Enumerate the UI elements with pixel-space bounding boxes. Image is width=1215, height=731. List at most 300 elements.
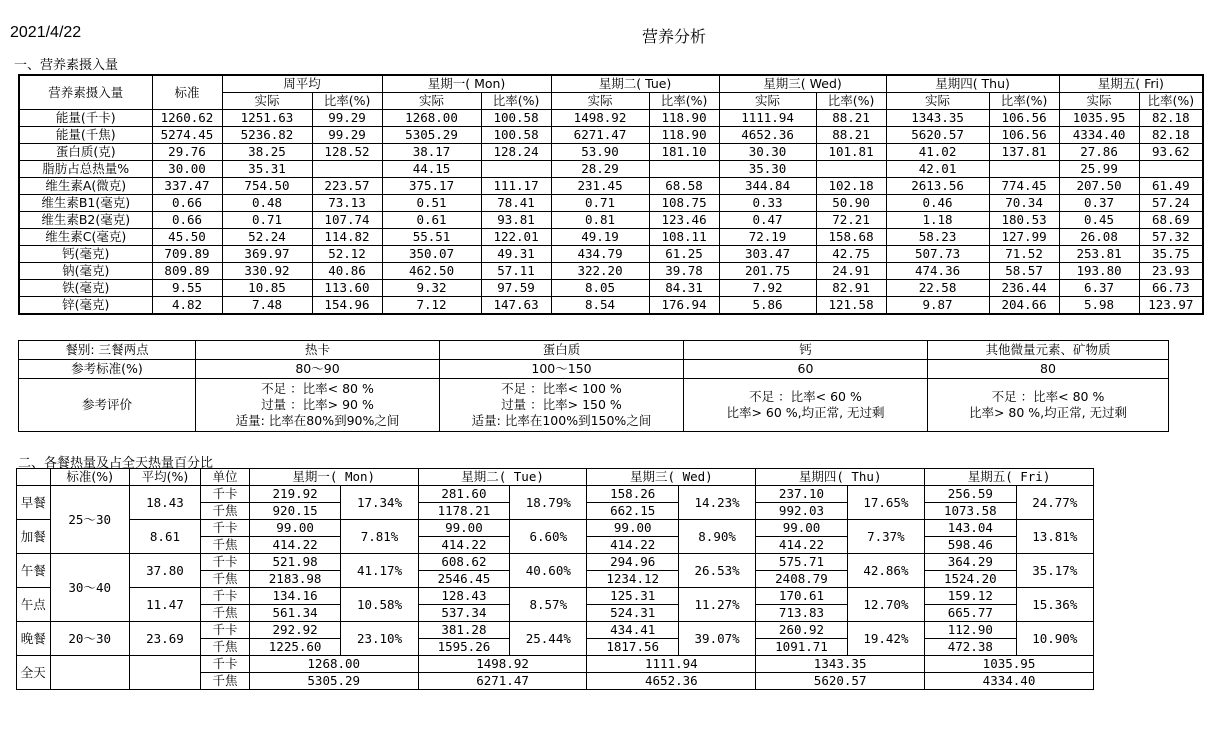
subheader-actual: 实际 (222, 93, 312, 110)
table-cell: 4.82 (152, 297, 222, 315)
table-cell: 127.99 (989, 229, 1059, 246)
kj-value: 713.83 (756, 605, 848, 622)
reference-evaluation (440, 379, 684, 432)
table-row (17, 588, 1094, 605)
table-cell: 维生素B2(毫克) (19, 212, 152, 229)
table-cell: 223.57 (312, 178, 382, 195)
kcal-value: 158.26 (587, 486, 679, 503)
percent-value: 6.60% (510, 520, 587, 554)
percent-value: 12.70% (847, 588, 924, 622)
table-row (19, 161, 1203, 178)
percent-value: 40.60% (510, 554, 587, 588)
kcal-value: 608.62 (418, 554, 510, 571)
table-cell: 1268.00 (382, 110, 481, 127)
table-cell: 123.97 (1139, 297, 1203, 315)
meal-name: 午餐 (17, 554, 51, 588)
table-cell: 能量(千卡) (19, 110, 152, 127)
table-cell: 113.60 (312, 280, 382, 297)
table-cell: 1260.62 (152, 110, 222, 127)
table-row (19, 379, 1169, 432)
percent-value: 8.57% (510, 588, 587, 622)
table-cell: 118.90 (649, 110, 719, 127)
table-cell: 101.81 (816, 144, 886, 161)
table-cell (649, 161, 719, 178)
table-cell: 123.46 (649, 212, 719, 229)
table-cell: 7.92 (719, 280, 816, 297)
table-cell: 35.31 (222, 161, 312, 178)
table-cell: 108.11 (649, 229, 719, 246)
unit-cell: 千卡 (201, 486, 250, 503)
kcal-value: 99.00 (418, 520, 510, 537)
table-cell: 236.44 (989, 280, 1059, 297)
kj-value: 472.38 (925, 639, 1017, 656)
table-cell: 337.47 (152, 178, 222, 195)
reference-header: 其他微量元素、矿物质 (928, 341, 1169, 360)
percent-value: 17.34% (341, 486, 418, 520)
kj-value: 561.34 (249, 605, 341, 622)
table-cell: 128.24 (481, 144, 551, 161)
unit-cell: 千焦 (201, 605, 250, 622)
reference-standard: 80 (928, 360, 1169, 379)
table-cell: 38.17 (382, 144, 481, 161)
table-cell: 709.89 (152, 246, 222, 263)
subheader-ratio: 比率(%) (989, 93, 1059, 110)
table-cell: 303.47 (719, 246, 816, 263)
table-row (19, 263, 1203, 280)
kj-value: 1225.60 (249, 639, 341, 656)
table-cell: 58.23 (886, 229, 989, 246)
table-cell: 108.75 (649, 195, 719, 212)
table-row (17, 520, 1094, 537)
total-name: 全天 (17, 656, 51, 690)
meal-standard: 25～30 (50, 486, 129, 554)
table-cell: 39.78 (649, 263, 719, 280)
table-cell: 40.86 (312, 263, 382, 280)
table-cell: 176.94 (649, 297, 719, 315)
table-cell: 462.50 (382, 263, 481, 280)
table-cell: 61.25 (649, 246, 719, 263)
table-cell: 5236.82 (222, 127, 312, 144)
kcal-value: 434.41 (587, 622, 679, 639)
table-row (17, 622, 1094, 639)
kcal-value: 134.16 (249, 588, 341, 605)
subheader-actual: 实际 (1059, 93, 1139, 110)
meal-standard: 20～30 (50, 622, 129, 656)
table-cell: 8.05 (551, 280, 649, 297)
table-cell: 0.81 (551, 212, 649, 229)
table-cell: 7.12 (382, 297, 481, 315)
table-cell: 68.69 (1139, 212, 1203, 229)
kj-value: 537.34 (418, 605, 510, 622)
table-cell: 72.21 (816, 212, 886, 229)
subheader-ratio: 比率(%) (312, 93, 382, 110)
table-cell: 1.18 (886, 212, 989, 229)
table-cell: 0.71 (551, 195, 649, 212)
kj-value: 1524.20 (925, 571, 1017, 588)
kj-value: 598.46 (925, 537, 1017, 554)
subheader-ratio: 比率(%) (1139, 93, 1203, 110)
kcal-value: 281.60 (418, 486, 510, 503)
table-cell: 434.79 (551, 246, 649, 263)
kcal-value: 143.04 (925, 520, 1017, 537)
table-row (19, 75, 1203, 93)
table-cell: 7.48 (222, 297, 312, 315)
table-cell: 29.76 (152, 144, 222, 161)
table-cell: 41.02 (886, 144, 989, 161)
header-cell: 平均(%) (129, 469, 200, 486)
reference-standard: 100～150 (440, 360, 684, 379)
meal-name: 午点 (17, 588, 51, 622)
total-kcal: 1268.00 (249, 656, 418, 673)
kcal-value: 256.59 (925, 486, 1017, 503)
percent-value: 14.23% (678, 486, 755, 520)
table-row (19, 178, 1203, 195)
report-title: 营养分析 (642, 27, 707, 46)
percent-value: 17.65% (847, 486, 924, 520)
kcal-value: 575.71 (756, 554, 848, 571)
kcal-value: 112.90 (925, 622, 1017, 639)
table-cell (1139, 161, 1203, 178)
table-cell: 137.81 (989, 144, 1059, 161)
subheader-ratio: 比率(%) (816, 93, 886, 110)
table-cell: 207.50 (1059, 178, 1139, 195)
table-cell: 128.52 (312, 144, 382, 161)
percent-value: 35.17% (1016, 554, 1093, 588)
meal-name: 加餐 (17, 520, 51, 554)
table-cell: 维生素C(毫克) (19, 229, 152, 246)
table-cell: 181.10 (649, 144, 719, 161)
table-cell: 0.33 (719, 195, 816, 212)
table-cell (312, 161, 382, 178)
total-kj: 5305.29 (249, 673, 418, 690)
kj-value: 1073.58 (925, 503, 1017, 520)
kcal-value: 99.00 (756, 520, 848, 537)
total-kcal: 1343.35 (756, 656, 925, 673)
table-cell: 99.29 (312, 127, 382, 144)
table-cell: 0.66 (152, 212, 222, 229)
table-cell: 蛋白质(克) (19, 144, 152, 161)
table-cell: 0.51 (382, 195, 481, 212)
table-row (17, 656, 1094, 673)
table-cell: 507.73 (886, 246, 989, 263)
table-cell: 375.17 (382, 178, 481, 195)
table-cell: 6.37 (1059, 280, 1139, 297)
table-cell: 0.71 (222, 212, 312, 229)
corner-cell (17, 469, 51, 486)
unit-cell: 千卡 (201, 588, 250, 605)
percent-value: 13.81% (1016, 520, 1093, 554)
meal-energy-table (16, 468, 1094, 690)
table-cell: 5.98 (1059, 297, 1139, 315)
table-cell: 107.74 (312, 212, 382, 229)
kj-value: 2546.45 (418, 571, 510, 588)
table-row (19, 341, 1169, 360)
table-cell: 0.45 (1059, 212, 1139, 229)
table-cell: 84.31 (649, 280, 719, 297)
table-cell: 锌(毫克) (19, 297, 152, 315)
table-cell: 45.50 (152, 229, 222, 246)
table-cell: 111.17 (481, 178, 551, 195)
meal-label: 餐别: 三餐两点 (19, 341, 196, 360)
table-row (17, 486, 1094, 503)
table-cell: 1251.63 (222, 110, 312, 127)
percent-value: 11.27% (678, 588, 755, 622)
total-kj: 5620.57 (756, 673, 925, 690)
kcal-value: 521.98 (249, 554, 341, 571)
kcal-value: 364.29 (925, 554, 1017, 571)
table-cell: 4652.36 (719, 127, 816, 144)
reference-table (18, 340, 1169, 432)
table-row (19, 212, 1203, 229)
table-cell (989, 161, 1059, 178)
table-cell: 1343.35 (886, 110, 989, 127)
table-cell: 30.30 (719, 144, 816, 161)
evaluation-line: 比率> 80 %,均正常, 无过剩 (968, 405, 1128, 420)
table-row (19, 229, 1203, 246)
table-cell: 能量(千焦) (19, 127, 152, 144)
table-cell: 158.68 (816, 229, 886, 246)
table-cell: 102.18 (816, 178, 886, 195)
table-cell: 52.12 (312, 246, 382, 263)
kj-value: 2183.98 (249, 571, 341, 588)
table-cell: 72.19 (719, 229, 816, 246)
table-cell: 铁(毫克) (19, 280, 152, 297)
table-cell: 154.96 (312, 297, 382, 315)
table-cell: 231.45 (551, 178, 649, 195)
table-cell: 5.86 (719, 297, 816, 315)
meal-average: 8.61 (129, 520, 200, 554)
meal-average: 37.80 (129, 554, 200, 588)
kcal-value: 170.61 (756, 588, 848, 605)
meal-standard: 30～40 (50, 554, 129, 622)
table-cell: 78.41 (481, 195, 551, 212)
table-cell: 57.24 (1139, 195, 1203, 212)
day-header: 星期四( Thu) (756, 469, 925, 486)
percent-value: 25.44% (510, 622, 587, 656)
kcal-value: 381.28 (418, 622, 510, 639)
table-cell: 1035.95 (1059, 110, 1139, 127)
reference-standard: 80～90 (196, 360, 440, 379)
table-cell: 253.81 (1059, 246, 1139, 263)
table-row (19, 297, 1203, 315)
evaluation-line: 比率> 60 %,均正常, 无过剩 (726, 405, 885, 420)
empty-cell (50, 656, 129, 690)
kcal-value: 260.92 (756, 622, 848, 639)
evaluation-label: 参考评价 (19, 379, 196, 432)
table-cell: 8.54 (551, 297, 649, 315)
day-header: 星期五( Fri) (925, 469, 1094, 486)
table-cell: 474.36 (886, 263, 989, 280)
table-cell: 9.55 (152, 280, 222, 297)
kj-value: 1178.21 (418, 503, 510, 520)
table-cell: 27.86 (1059, 144, 1139, 161)
total-kj: 4334.40 (925, 673, 1094, 690)
table-cell: 100.58 (481, 127, 551, 144)
total-kcal: 1035.95 (925, 656, 1094, 673)
kj-value: 662.15 (587, 503, 679, 520)
table-cell: 193.80 (1059, 263, 1139, 280)
percent-value: 10.58% (341, 588, 418, 622)
table-cell: 42.01 (886, 161, 989, 178)
table-cell: 0.61 (382, 212, 481, 229)
table-cell: 88.21 (816, 127, 886, 144)
table-cell: 106.56 (989, 127, 1059, 144)
table-cell: 58.57 (989, 263, 1059, 280)
kcal-value: 159.12 (925, 588, 1017, 605)
table-cell: 82.18 (1139, 127, 1203, 144)
percent-value: 24.77% (1016, 486, 1093, 520)
day-header: 星期三( Wed) (587, 469, 756, 486)
group-header: 星期三( Wed) (719, 75, 886, 93)
empty-cell (129, 656, 200, 690)
total-kj: 4652.36 (587, 673, 756, 690)
table-cell: 35.30 (719, 161, 816, 178)
table-row (19, 195, 1203, 212)
nutrient-intake-table (18, 74, 1204, 315)
table-cell: 754.50 (222, 178, 312, 195)
table-cell (816, 161, 886, 178)
kj-value: 1817.56 (587, 639, 679, 656)
table-row (19, 127, 1203, 144)
group-header: 星期二( Tue) (551, 75, 719, 93)
table-cell: 100.58 (481, 110, 551, 127)
percent-value: 15.36% (1016, 588, 1093, 622)
table-cell: 钙(毫克) (19, 246, 152, 263)
kcal-value: 237.10 (756, 486, 848, 503)
table-cell: 22.58 (886, 280, 989, 297)
percent-value: 23.10% (341, 622, 418, 656)
table-row (19, 280, 1203, 297)
kj-value: 414.22 (756, 537, 848, 554)
table-cell: 49.19 (551, 229, 649, 246)
table-cell: 809.89 (152, 263, 222, 280)
meal-average: 11.47 (129, 588, 200, 622)
header-cell: 标准(%) (50, 469, 129, 486)
table-cell: 9.32 (382, 280, 481, 297)
table-cell: 350.07 (382, 246, 481, 263)
day-header: 星期一( Mon) (249, 469, 418, 486)
table-cell: 维生素A(微克) (19, 178, 152, 195)
percent-value: 41.17% (341, 554, 418, 588)
table-cell: 147.63 (481, 297, 551, 315)
table-cell: 脂肪占总热量% (19, 161, 152, 178)
total-kcal: 1111.94 (587, 656, 756, 673)
evaluation-line: 过量 ：比率> 150 % (501, 397, 622, 412)
kj-value: 665.77 (925, 605, 1017, 622)
table-cell: 30.00 (152, 161, 222, 178)
kj-value: 2408.79 (756, 571, 848, 588)
evaluation-line: 过量 ：比率> 90 % (261, 397, 374, 412)
table-cell: 114.82 (312, 229, 382, 246)
table-cell: 97.59 (481, 280, 551, 297)
table-cell: 52.24 (222, 229, 312, 246)
evaluation-line: 不足 ：比率< 60 % (749, 389, 862, 404)
table-cell: 0.66 (152, 195, 222, 212)
total-kj: 6271.47 (418, 673, 587, 690)
kcal-value: 219.92 (249, 486, 341, 503)
table-cell: 钠(毫克) (19, 263, 152, 280)
table-row (19, 110, 1203, 127)
table-cell: 71.52 (989, 246, 1059, 263)
table-cell: 57.11 (481, 263, 551, 280)
table-cell: 44.15 (382, 161, 481, 178)
kcal-value: 99.00 (587, 520, 679, 537)
kcal-value: 128.43 (418, 588, 510, 605)
percent-value: 26.53% (678, 554, 755, 588)
table-cell: 5620.57 (886, 127, 989, 144)
table-cell: 93.81 (481, 212, 551, 229)
table-cell: 维生素B1(毫克) (19, 195, 152, 212)
evaluation-line: 不足 ：比率< 100 % (501, 381, 622, 396)
table-cell: 6271.47 (551, 127, 649, 144)
table-cell: 24.91 (816, 263, 886, 280)
percent-value: 8.90% (678, 520, 755, 554)
kj-value: 414.22 (418, 537, 510, 554)
header-cell: 单位 (201, 469, 250, 486)
evaluation-line: 适量: 比率在100%到150%之间 (471, 413, 652, 428)
header-cell: 营养素摄入量 (19, 75, 152, 110)
unit-cell: 千卡 (201, 622, 250, 639)
table-cell: 0.46 (886, 195, 989, 212)
reference-header: 热卡 (196, 341, 440, 360)
header-cell: 标准 (152, 75, 222, 110)
table-cell: 322.20 (551, 263, 649, 280)
table-cell: 10.85 (222, 280, 312, 297)
table-cell: 53.90 (551, 144, 649, 161)
evaluation-line: 适量: 比率在80%到90%之间 (235, 413, 400, 428)
table-cell: 25.99 (1059, 161, 1139, 178)
percent-value: 39.07% (678, 622, 755, 656)
reference-evaluation (928, 379, 1169, 432)
meal-name: 晚餐 (17, 622, 51, 656)
meal-average: 23.69 (129, 622, 200, 656)
subheader-ratio: 比率(%) (649, 93, 719, 110)
table-cell: 55.51 (382, 229, 481, 246)
table-cell: 0.47 (719, 212, 816, 229)
kj-value: 920.15 (249, 503, 341, 520)
table-row (19, 144, 1203, 161)
reference-header: 钙 (684, 341, 928, 360)
table-row (19, 360, 1169, 379)
group-header: 星期五( Fri) (1059, 75, 1203, 93)
day-header: 星期二( Tue) (418, 469, 587, 486)
kj-value: 1234.12 (587, 571, 679, 588)
table-row (17, 554, 1094, 571)
subheader-ratio: 比率(%) (481, 93, 551, 110)
table-cell: 66.73 (1139, 280, 1203, 297)
table-cell: 82.91 (816, 280, 886, 297)
table-row (17, 469, 1094, 486)
table-cell: 201.75 (719, 263, 816, 280)
table-cell: 774.45 (989, 178, 1059, 195)
table-cell: 5305.29 (382, 127, 481, 144)
table-cell: 28.29 (551, 161, 649, 178)
percent-value: 42.86% (847, 554, 924, 588)
total-kcal: 1498.92 (418, 656, 587, 673)
section1-title: 一、营养素摄入量 (14, 58, 119, 73)
table-cell: 99.29 (312, 110, 382, 127)
unit-cell: 千卡 (201, 554, 250, 571)
table-row (19, 246, 1203, 263)
evaluation-line: 不足 ：比率< 80 % (991, 389, 1105, 404)
table-cell: 61.49 (1139, 178, 1203, 195)
table-cell: 38.25 (222, 144, 312, 161)
kj-value: 1595.26 (418, 639, 510, 656)
unit-cell: 千焦 (201, 503, 250, 520)
evaluation-line: 不足 ：比率< 80 % (261, 381, 374, 396)
unit-cell: 千焦 (201, 673, 250, 690)
unit-cell: 千焦 (201, 537, 250, 554)
